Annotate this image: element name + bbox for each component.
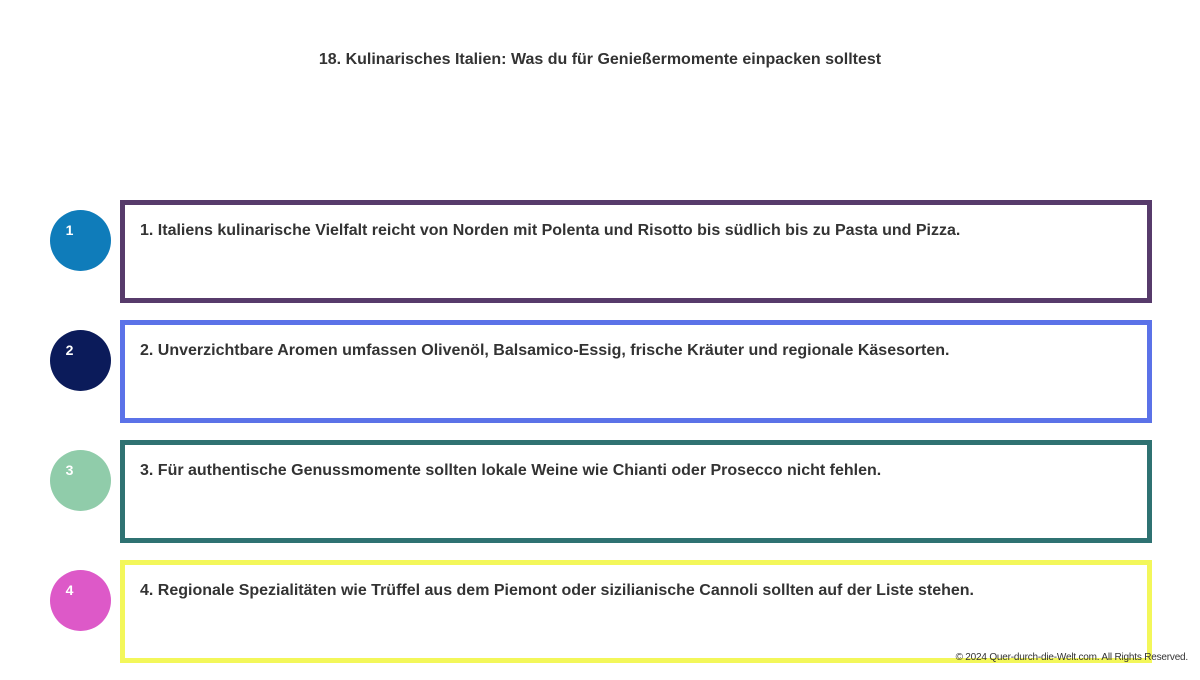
- item-text: 2. Unverzichtbare Aromen umfassen Olivenöl, Balsamico-Essig, frische Kräuter und regionale Käsesorten.: [140, 342, 950, 359]
- item-text: 4. Regionale Spezialitäten wie Trüffel aus dem Piemont oder sizilianische Cannoli sollten auf der Liste stehen.: [140, 582, 974, 599]
- copyright-footer: © 2024 Quer-durch-die-Welt.com. All Rights Reserved.: [955, 652, 1188, 663]
- list-item: [0, 560, 1200, 661]
- list-item: [0, 440, 1200, 541]
- badge-number: 1: [65, 222, 74, 238]
- badge-number: 4: [65, 582, 74, 598]
- item-card: [120, 560, 1152, 663]
- badge-number: 3: [65, 462, 74, 478]
- item-card: [120, 440, 1152, 543]
- item-text: 3. Für authentische Genussmomente sollten lokale Weine wie Chianti oder Prosecco nicht fehlen.: [140, 462, 882, 479]
- item-text: 1. Italiens kulinarische Vielfalt reicht von Norden mit Polenta und Risotto bis südlich bis zu Pasta und Pizza.: [140, 222, 961, 239]
- page-title: 18. Kulinarisches Italien: Was du für Genießermomente einpacken solltest: [318, 51, 882, 68]
- number-badge: [50, 450, 111, 511]
- badge-number: 2: [65, 342, 74, 358]
- item-card: [120, 320, 1152, 423]
- list-item: [0, 320, 1200, 421]
- number-badge: [50, 330, 111, 391]
- item-card: [120, 200, 1152, 303]
- number-badge: [50, 210, 111, 271]
- list-item: [0, 200, 1200, 301]
- number-badge: [50, 570, 111, 631]
